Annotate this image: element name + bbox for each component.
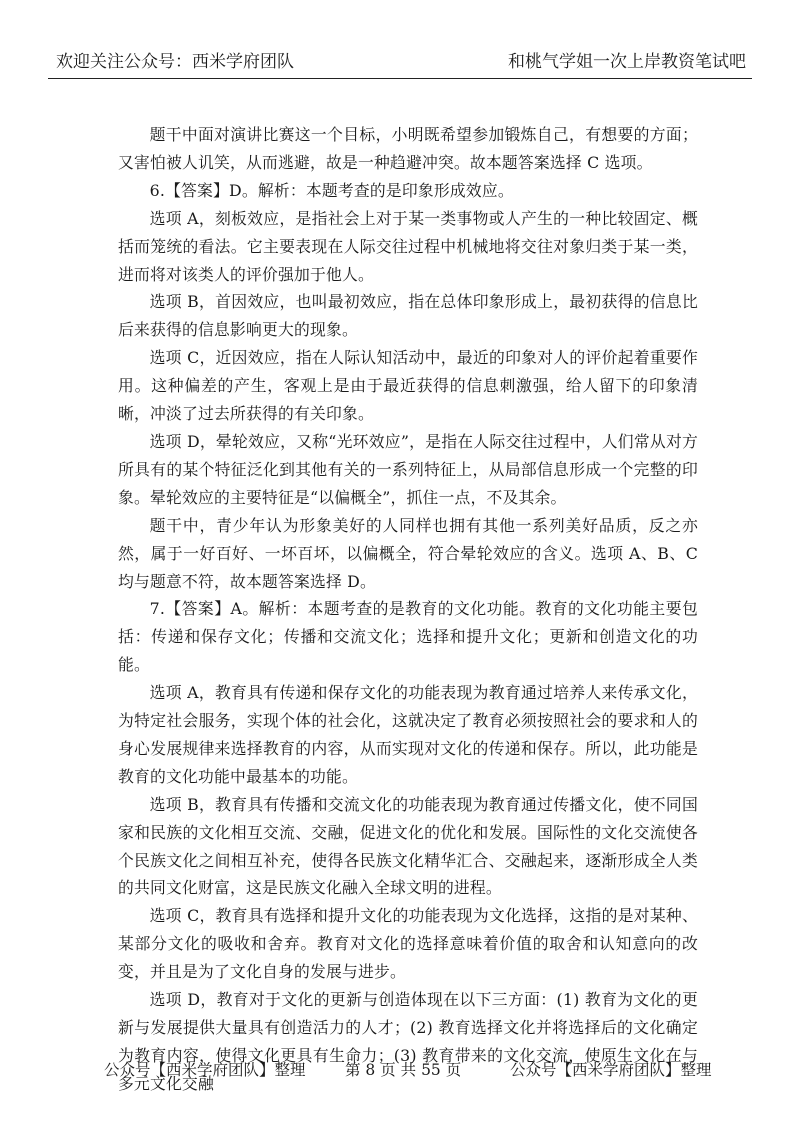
paragraph-continuation: 题干中面对演讲比赛这一个目标，小明既希望参加锻炼自己，有想要的方面；又害怕被人讥笑，从而逃避，故是一种趋避冲突。故本题答案选择 C 选项。: [118, 125, 698, 172]
option-d-halo: 选项 D，晕轮效应，又称“光环效应”，是指在人际交往过程中，人们常从对方所具有的某个特征泛化到其他有关的一系列特征上，从局部信息形成一个完整的印象。晕轮效应的主要特征是“以偏概全”，抓住一点，不及其余。: [118, 431, 698, 507]
answer-6-conclusion: 题干中，青少年认为形象美好的人同样也拥有其他一系列美好品质，反之亦然，属于一好百好、一坏百坏，以偏概全，符合晕轮效应的含义。选项 A、B、C 均与题意不符，故本题答案选择 D。: [118, 515, 698, 591]
option-b-spread: 选项 B，教育具有传播和交流文化的功能表现为教育通过传播文化，使不同国家和民族的文化相互交流、交融，促进文化的优化和发展。国际性的文化交流使各个民族文化之间相互补充，使得各民族文化精华汇合、交融起来，逐渐形成全人类的共同文化财富，这是民族文化融入全球文明的进程。: [118, 794, 698, 898]
option-b-primacy: 选项 B，首因效应，也叫最初效应，指在总体印象形成上，最初获得的信息比后来获得的信息影响更大的现象。: [118, 292, 698, 340]
header-right-text: 和桃气学姐一次上岸教资笔试吧: [508, 52, 746, 72]
footer-left-text: 公众号【西米学府团队】整理: [104, 1061, 306, 1079]
footer-right-text: 公众号【西米学府团队】整理: [510, 1061, 712, 1079]
answer-6-heading: 6.【答案】D。解析：本题考查的是印象形成效应。: [149, 180, 514, 200]
option-a-transmit: 选项 A，教育具有传递和保存文化的功能表现为教育通过培养人来传承文化，为特定社会服务，实现个体的社会化，这就决定了教育必须按照社会的要求和人的身心发展规律来选择教育的内容，从而实现对文化的传递和保存。所以，此功能是教育的文化功能中最基本的功能。: [118, 683, 698, 786]
page-header: [48, 38, 752, 79]
option-a-stereotype: 选项 A，刻板效应，是指社会上对于某一类事物或人产生的一种比较固定、概括而笼统的看法。它主要表现在人际交往过程中机械地将交往对象归类于某一类，进而将对该类人的评价强加于他人。: [118, 208, 698, 284]
answer-7-heading: 7.【答案】A。解析：本题考查的是教育的文化功能。教育的文化功能主要包括：传递和保存文化；传播和交流文化；选择和提升文化；更新和创造文化的功能。: [118, 599, 698, 675]
header-left-text: 欢迎关注公众号：西米学府团队: [56, 52, 294, 72]
page-footer: [0, 1058, 800, 1082]
page-body: [118, 121, 698, 1098]
option-c-select: 选项 C，教育具有选择和提升文化的功能表现为文化选择，这指的是对某种、某部分文化的吸收和舍弃。教育对文化的选择意味着价值的取舍和认知意向的改变，并且是为了文化自身的发展与进步。: [118, 906, 698, 982]
page-number: 第 8 页 共 55 页: [345, 1061, 462, 1079]
option-d-renew: 选项 D，教育对于文化的更新与创造体现在以下三方面：(1) 教育为文化的更新与发展提供大量具有创造活力的人才；(2) 教育选择文化并将选择后的文化确定为教育内容，使得文化更具有生命力；(3) 教育带来的文化交流，使原生文化在与多元文化交融: [118, 990, 698, 1093]
option-c-recency: 选项 C，近因效应，指在人际认知活动中，最近的印象对人的评价起着重要作用。这种偏差的产生，客观上是由于最近获得的信息刺激强，给人留下的印象清晰，冲淡了过去所获得的有关印象。: [118, 348, 698, 424]
